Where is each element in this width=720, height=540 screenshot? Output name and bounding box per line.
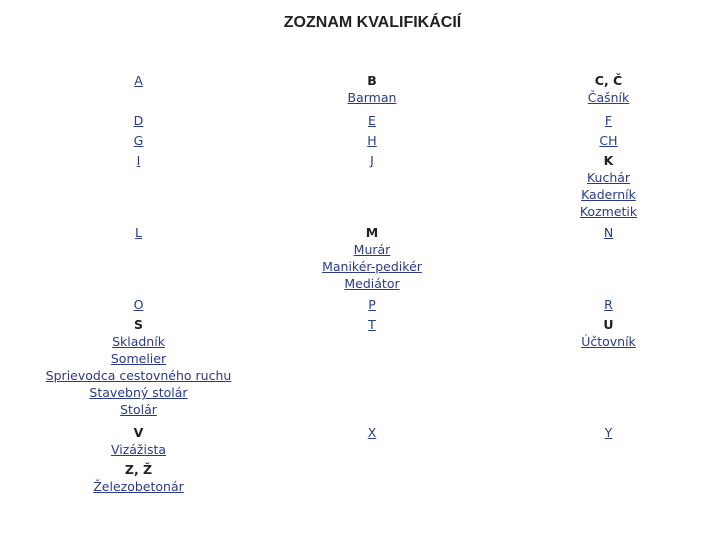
letter-link[interactable]: O	[133, 297, 144, 312]
qualification-link[interactable]: Železobetonár	[93, 479, 184, 494]
qualification-link[interactable]: Mediátor	[344, 276, 400, 291]
letter-group	[470, 316, 720, 350]
letter-link[interactable]: A	[134, 73, 143, 88]
letter-heading: M	[365, 225, 379, 240]
letter-link[interactable]: T	[368, 317, 376, 332]
qualification-link[interactable]: Manikér-pedikér	[322, 259, 422, 274]
letter-link[interactable]: CH	[599, 133, 618, 148]
letter-link[interactable]: E	[368, 113, 376, 128]
letter-group	[470, 152, 720, 220]
letter-group	[236, 296, 508, 313]
letter-group	[236, 224, 508, 292]
letter-link[interactable]: I	[136, 153, 141, 168]
letter-group	[236, 424, 508, 441]
letter-link[interactable]: L	[135, 225, 142, 240]
letter-link[interactable]: Y	[604, 425, 613, 440]
letter-group	[236, 112, 508, 129]
qualification-link[interactable]: Kozmetik	[579, 204, 638, 219]
qualification-link[interactable]: Somelier	[110, 351, 167, 366]
letter-group	[470, 132, 720, 149]
page-title: ZOZNAM KVALIFIKÁCIÍ	[283, 14, 462, 31]
letter-heading: K	[603, 153, 614, 168]
letter-heading: S	[133, 317, 143, 332]
letter-group	[470, 424, 720, 441]
letter-heading: Z, Ž	[124, 462, 153, 477]
letter-group	[470, 296, 720, 313]
letter-group	[470, 72, 720, 106]
letter-group	[470, 112, 720, 129]
letter-heading: U	[603, 317, 614, 332]
letter-heading: V	[133, 425, 144, 440]
qualification-link[interactable]: Stolár	[120, 402, 157, 417]
letter-group	[236, 152, 508, 169]
letter-link[interactable]: J	[370, 153, 374, 168]
letter-group	[236, 72, 508, 106]
letter-link[interactable]: R	[604, 297, 613, 312]
letter-group	[0, 461, 277, 495]
qualification-link[interactable]: Skladník	[112, 334, 165, 349]
letter-group	[236, 132, 508, 149]
qualification-link[interactable]: Čašník	[587, 90, 630, 105]
qualification-link[interactable]: Murár	[353, 242, 391, 257]
letter-heading: C, Č	[594, 73, 623, 88]
letter-link[interactable]: X	[367, 425, 377, 440]
letter-heading: B	[367, 73, 377, 88]
qualification-link[interactable]: Kaderník	[581, 187, 636, 202]
qualification-link[interactable]: Kuchár	[586, 170, 631, 185]
letter-group	[236, 316, 508, 333]
letter-link[interactable]: F	[604, 113, 613, 128]
letter-link[interactable]: D	[133, 113, 144, 128]
letter-link[interactable]: G	[133, 133, 144, 148]
letter-link[interactable]: P	[368, 297, 376, 312]
letter-group	[470, 224, 720, 241]
qualification-link[interactable]: Stavebný stolár	[89, 385, 188, 400]
letter-link[interactable]: H	[367, 133, 377, 148]
letter-link[interactable]: N	[603, 225, 614, 240]
qualification-link[interactable]: Vizážista	[110, 442, 167, 457]
qualification-link[interactable]: Barman	[347, 90, 397, 105]
qualification-link[interactable]: Účtovník	[581, 334, 636, 349]
qualification-link[interactable]: Sprievodca cestovného ruchu	[45, 368, 232, 383]
